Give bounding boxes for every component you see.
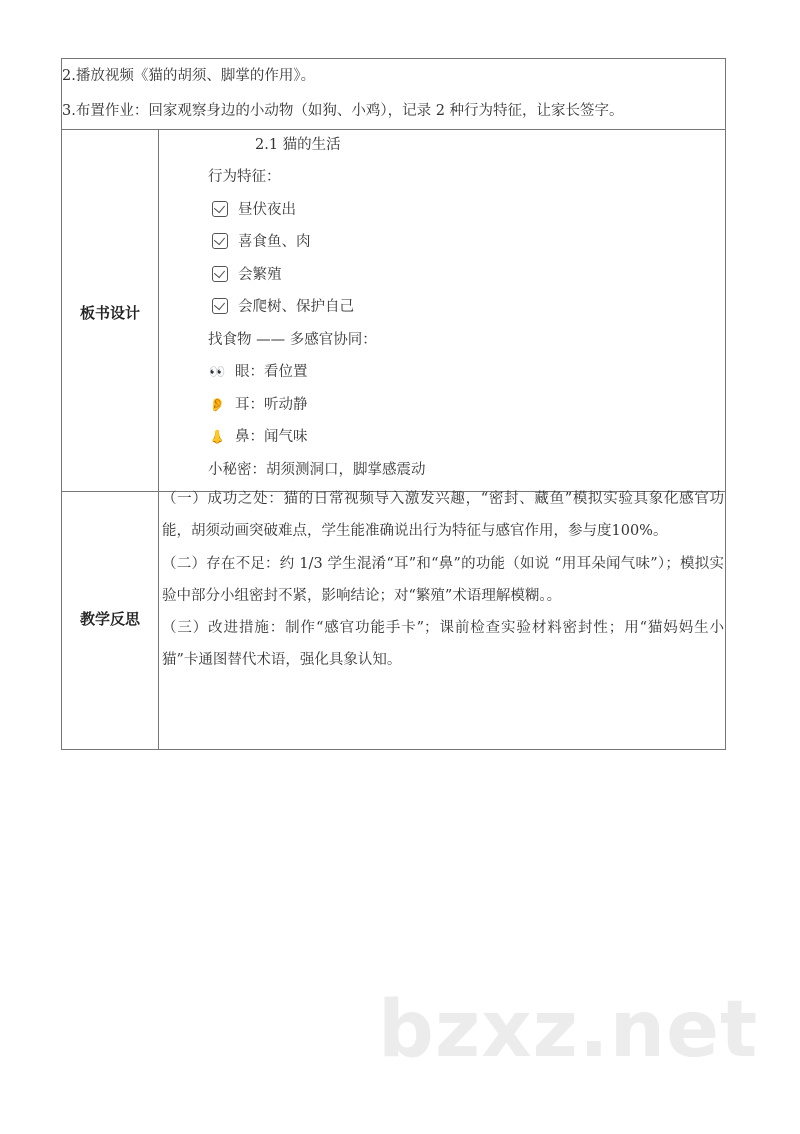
reflection-improvement: （三）改进措施：制作“感官功能手卡”；课前检查实验材料密封性；用“猫妈妈生小猫”卡通图替代术语，强化具象认知。 [162, 620, 724, 669]
sense-text: 耳：听动静 [235, 397, 308, 413]
behavior-item [212, 232, 311, 252]
checkbox-checked-icon [212, 298, 228, 314]
behavior-text: 会爬树、保护自己 [238, 299, 354, 315]
checkbox-checked-icon [212, 233, 228, 249]
food-heading: 找食物 —— 多感官协同： [208, 332, 377, 348]
row-divider [62, 129, 725, 130]
sense-item [209, 362, 308, 383]
board-design-label: 板书设计 [79, 304, 140, 322]
ear-icon: 👂 [209, 398, 226, 413]
behavior-heading: 行为特征： [208, 169, 281, 185]
checkbox-checked-icon [212, 201, 228, 217]
reflection-label: 教学反思 [79, 610, 140, 628]
video-step: 2.播放视频《猫的胡须、脚掌的作用》。 [62, 68, 316, 84]
secret-note: 小秘密：胡须测洞口，脚掌感震动 [208, 462, 426, 478]
sense-text: 眼：看位置 [235, 364, 308, 380]
reflection-success: （一）成功之处：猫的日常视频导入激发兴趣，“密封、藏鱼”模拟实验具象化感官功能，胡须动画突破难点，学生能准确说出行为特征与感官作用，参与度100%。 [162, 491, 724, 540]
sense-item [209, 427, 308, 448]
checkbox-checked-icon [212, 266, 228, 282]
behavior-item [212, 200, 296, 220]
behavior-item [212, 265, 282, 285]
lesson-table [61, 58, 726, 750]
eyes-icon: 👀 [209, 365, 226, 380]
nose-icon: 👃 [209, 430, 226, 445]
reflection-text [162, 483, 724, 677]
behavior-item [212, 297, 354, 317]
sense-text: 鼻：闻气味 [235, 429, 308, 445]
sense-item [209, 395, 308, 416]
reflection-row [62, 491, 725, 749]
behavior-text: 会繁殖 [238, 267, 282, 283]
watermark: bzxz.net [378, 985, 759, 1075]
reflection-shortcoming: （二）存在不足：约 1/3 学生混淆“耳”和“鼻”的功能（如说 “用耳朵闻气味”）；模拟实验中部分小组密封不紧，影响结论；对“繁殖”术语理解模糊。。 [162, 555, 724, 604]
homework-step: 3.布置作业：回家观察身边的小动物（如狗、小鸡），记录 2 种行为特征，让家长签字。 [62, 103, 624, 119]
behavior-text: 喜食鱼、肉 [238, 234, 311, 250]
behavior-text: 昼伏夜出 [238, 202, 296, 218]
board-title: 2.1 猫的生活 [255, 137, 341, 153]
